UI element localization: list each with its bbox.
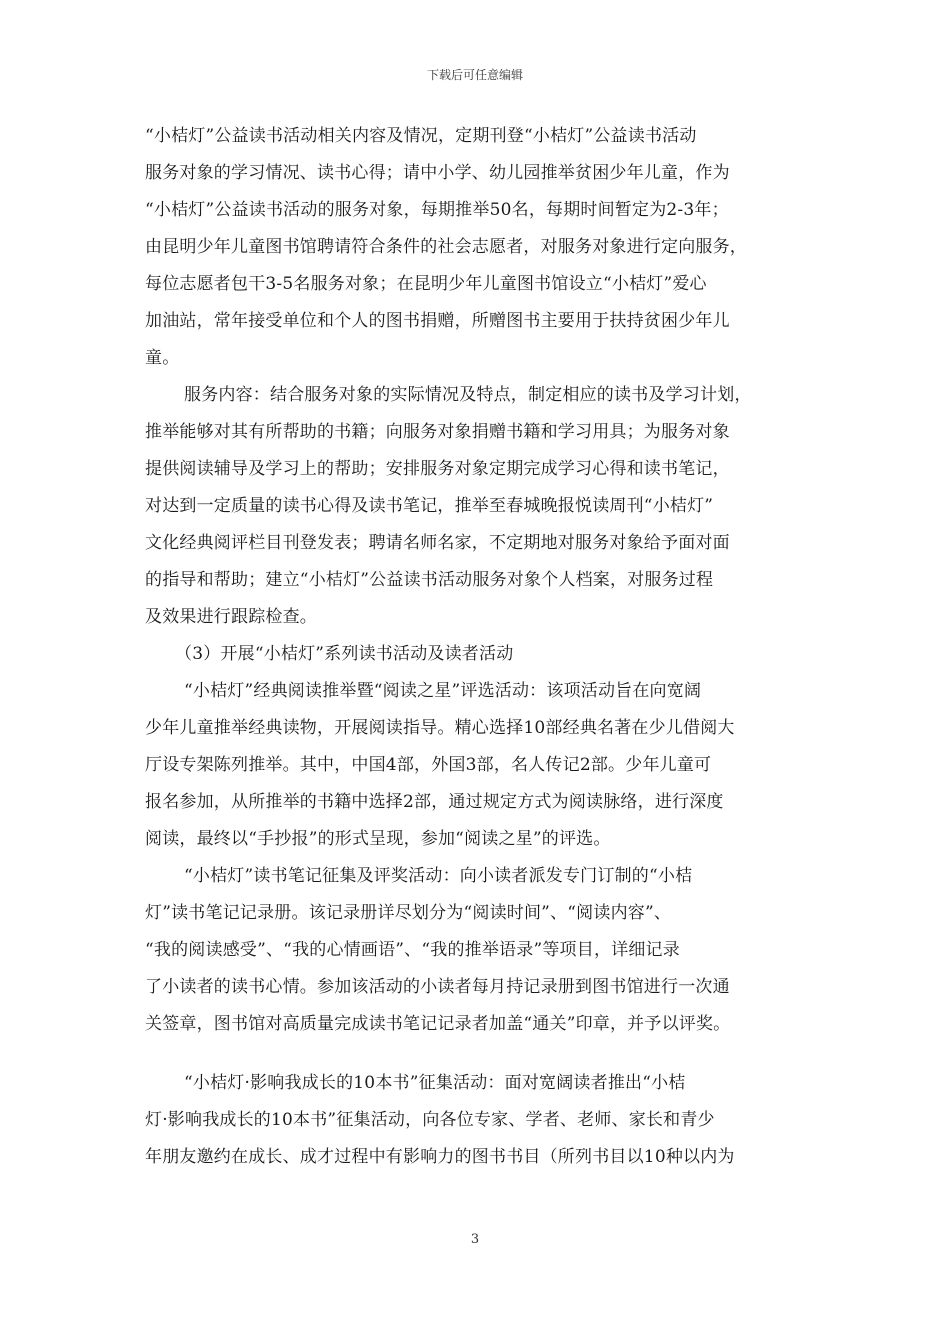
text-line: 年朋友邀约在成长、成才过程中有影响力的图书书目（所列书目以10种以内为 [145, 1147, 735, 1167]
document-body [145, 118, 810, 1176]
text-line: 文化经典阅评栏目刊登发表；聘请名师名家，不定期地对服务对象给予面对面 [145, 533, 730, 553]
text-line: “小桔灯”公益读书活动相关内容及情况，定期刊登“小桔灯”公益读书活动 [145, 126, 697, 146]
text-line: 加油站，常年接受单位和个人的图书捐赠，所赠图书主要用于扶持贫困少年儿 [145, 311, 730, 331]
text-line: 了小读者的读书心情。参加该活动的小读者每月持记录册到图书馆进行一次通 [145, 977, 730, 997]
text-line: 阅读，最终以“手抄报”的形式呈现，参加“阅读之星”的评选。 [145, 829, 611, 849]
text-line: “小桔灯”经典阅读推举暨“阅读之星”评选活动：该项活动旨在向宽阔 [184, 681, 702, 701]
text-line: 由昆明少年儿童图书馆聘请符合条件的社会志愿者，对服务对象进行定向服务， [145, 237, 747, 257]
text-line: “小桔灯”读书笔记征集及评奖活动：向小读者派发专门订制的“小桔 [184, 866, 693, 886]
page-header: 下载后可任意编辑 [426, 68, 523, 82]
text-line: 每位志愿者包干3-5名服务对象；在昆明少年儿童图书馆设立“小桔灯”爱心 [145, 274, 707, 294]
paragraph-ten-books [145, 1065, 810, 1176]
text-line: 童。 [145, 348, 180, 368]
text-line: 服务对象的学习情况、读书心得；请中小学、幼儿园推举贫困少年儿童，作为 [145, 163, 730, 183]
text-line: 及效果进行跟踪检查。 [145, 607, 317, 627]
text-line: 提供阅读辅导及学习上的帮助；安排服务对象定期完成学习心得和读书笔记， [145, 459, 730, 479]
text-line: 少年儿童推举经典读物，开展阅读指导。精心选择10部经典名著在少儿借阅大 [145, 718, 735, 738]
paragraph-service-content [145, 377, 810, 636]
section-heading-3 [145, 636, 810, 673]
page-number: 3 [470, 1232, 480, 1247]
text-line: “小桔灯·影响我成长的10本书”征集活动：面对宽阔读者推出“小桔 [184, 1073, 686, 1093]
text-line: 报名参加，从所推举的书籍中选择2部，通过规定方式为阅读脉络，进行深度 [145, 792, 724, 812]
text-line: 的指导和帮助；建立“小桔灯”公益读书活动服务对象个人档案，对服务过程 [145, 570, 714, 590]
text-line: “小桔灯”公益读书活动的服务对象，每期推举50名，每期时间暂定为2-3年； [145, 200, 729, 220]
paragraph-reading-star [145, 673, 810, 858]
text-line: 对达到一定质量的读书心得及读书笔记，推举至春城晚报悦读周刊“小桔灯” [145, 496, 714, 516]
paragraph-1 [145, 118, 810, 377]
text-line: 灯·影响我成长的10本书”征集活动，向各位专家、学者、老师、家长和青少 [145, 1110, 715, 1130]
paragraph-spacer [145, 1043, 810, 1065]
text-line: （3）开展“小桔灯”系列读书活动及读者活动 [175, 644, 514, 664]
text-line: 灯”读书笔记记录册。该记录册详尽划分为“阅读时间”、“阅读内容”、 [145, 903, 672, 923]
text-line: 厅设专架陈列推举。其中，中国4部，外国3部，名人传记2部。少年儿童可 [145, 755, 712, 775]
text-line: 推举能够对其有所帮助的书籍；向服务对象捐赠书籍和学习用具；为服务对象 [145, 422, 730, 442]
paragraph-reading-notes [145, 858, 810, 1043]
text-line: 关签章，图书馆对高质量完成读书笔记记录者加盖“通关”印章，并予以评奖。 [145, 1014, 731, 1034]
text-line: “我的阅读感受”、“我的心情画语”、“我的推举语录”等项目，详细记录 [145, 940, 680, 960]
text-line: 服务内容：结合服务对象的实际情况及特点，制定相应的读书及学习计划， [184, 385, 752, 405]
